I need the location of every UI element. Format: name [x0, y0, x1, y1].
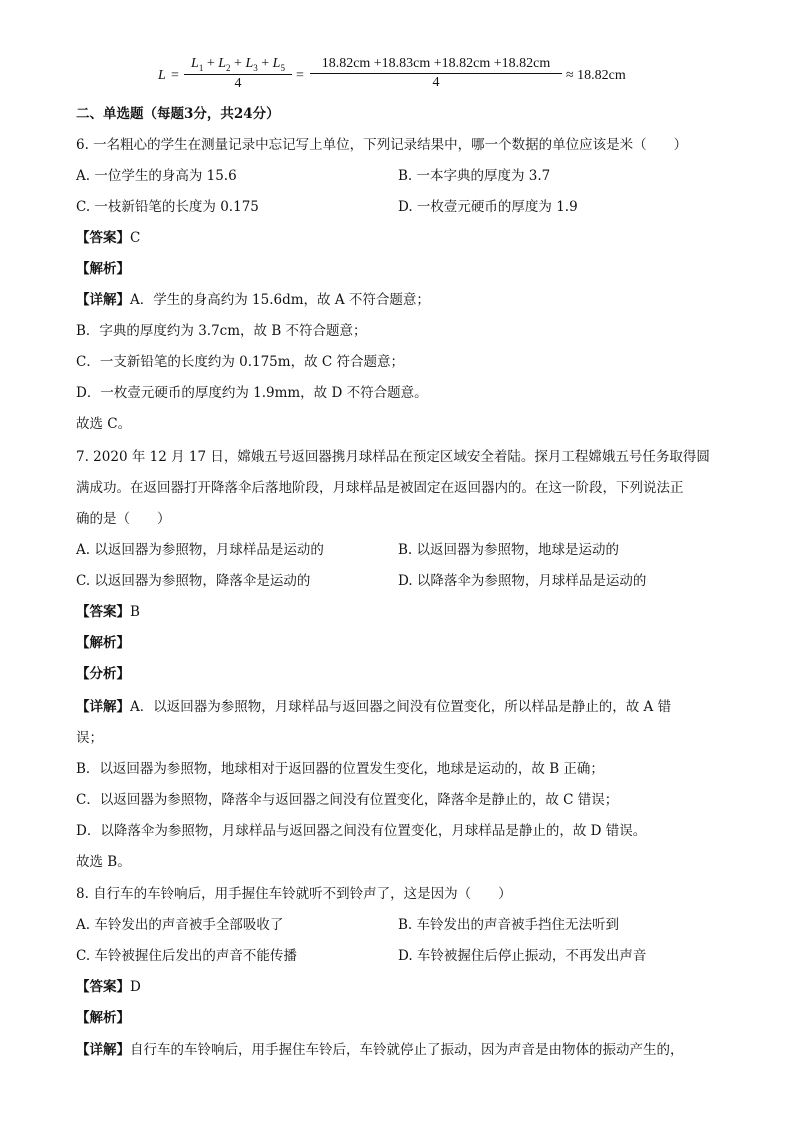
q7-detail-1a: 【详解】A．以返回器为参照物，月球样品与返回器之间没有位置变化，所以样品是静止的，故 A 错 [76, 699, 672, 715]
q7-fenxi-tag: 【分析】 [76, 666, 130, 682]
formula-fraction-symbolic [184, 56, 292, 92]
q6-detail-4: D．一枚壹元硬币的厚度约为 1.9mm，故 D 不符合题意。 [76, 385, 428, 401]
q6-option-d: D. 一枚壹元硬币的厚度为 1.9 [398, 199, 578, 215]
q7-option-b: B. 以返回器为参照物，地球是运动的 [398, 542, 620, 558]
q8-option-a: A. 车铃发出的声音被手全部吸收了 [76, 917, 284, 933]
q7-option-c: C. 以返回器为参照物，降落伞是运动的 [76, 573, 311, 589]
q8-option-c: C. 车铃被握住后发出的声音不能传播 [76, 948, 297, 964]
q7-detail-4: D．以降落伞为参照物，月球样品与返回器之间没有位置变化，月球样品是静止的，故 D 错误。 [76, 823, 647, 839]
q6-detail-3: C．一支新铅笔的长度约为 0.175m，故 C 符合题意； [76, 354, 404, 370]
q8-analysis-tag: 【解析】 [76, 1010, 130, 1026]
q8-option-d: D. 车铃被握住后停止振动，不再发出声音 [398, 948, 647, 964]
formula-approx-result: ≈ 18.82cm [566, 68, 626, 83]
q7-detail-2: B．以返回器为参照物，地球相对于返回器的位置发生变化，地球是运动的，故 B 正确； [76, 761, 604, 777]
q7-answer: 【答案】B [76, 604, 140, 620]
q6-analysis-tag: 【解析】 [76, 261, 130, 277]
q6-option-b: B. 一本字典的厚度为 3.7 [398, 168, 551, 184]
formula-fraction-numeric [310, 56, 562, 91]
average-formula [158, 56, 638, 100]
q7-detail-1b: 误； [76, 730, 103, 746]
formula-fraction-bar [184, 74, 292, 75]
formula-lhs: L [158, 68, 166, 83]
formula-fraction-bar-2 [310, 73, 562, 74]
q6-stem: 6. 一名粗心的学生在测量记录中忘记写上单位，下列记录结果中，哪一个数据的单位应该是米（ ） [76, 137, 688, 153]
q6-detail-1: 【详解】A．学生的身高约为 15.6dm，故 A 不符合题意； [76, 292, 430, 308]
formula-fraction-symbolic-denominator: 4 [234, 75, 242, 91]
q7-stem-line-2: 满成功。在返回器打开降落伞后落地阶段，月球样品是被固定在返回器内的。在这一阶段，下列说法正 [76, 480, 684, 496]
formula-fraction-numeric-denominator: 4 [432, 75, 440, 90]
q6-conclusion: 故选 C。 [76, 416, 132, 432]
q7-stem-line-3: 确的是（ ） [76, 511, 171, 527]
formula-fraction-symbolic-numerator: $L_1 + L_2 + L_3 + L_5$ [191, 56, 285, 73]
q8-option-b: B. 车铃发出的声音被手挡住无法听到 [398, 917, 620, 933]
formula-equals: = [171, 68, 179, 83]
section-heading: 二、单选题（每题3分，共24分） [76, 106, 280, 122]
q7-conclusion: 故选 B。 [76, 854, 131, 870]
q8-stem: 8. 自行车的车铃响后，用手握住车铃就听不到铃声了，这是因为（ ） [76, 886, 512, 902]
formula-fraction-numeric-numerator: 18.82cm +18.83cm +18.82cm +18.82cm [321, 56, 551, 71]
formula-equals-2: = [296, 68, 304, 83]
q6-detail-2: B．字典的厚度约为 3.7cm，故 B 不符合题意； [76, 323, 367, 339]
q7-option-a: A. 以返回器为参照物，月球样品是运动的 [76, 542, 324, 558]
q8-answer: 【答案】D [76, 979, 141, 995]
q7-stem-line-1: 7. 2020 年 12 月 17 日，嫦娥五号返回器携月球样品在预定区域安全着陆。探月工程嫦娥五号任务取得圆 [76, 449, 710, 465]
q8-detail-1: 【详解】自行车的车铃响后，用手握住车铃后，车铃就停止了振动，因为声音是由物体的振动产生的， [76, 1042, 684, 1058]
q7-detail-3: C．以返回器为参照物，降落伞与返回器之间没有位置变化，降落伞是静止的，故 C 错误； [76, 792, 619, 808]
q7-option-d: D. 以降落伞为参照物，月球样品是运动的 [398, 573, 647, 589]
q6-answer: 【答案】C [76, 230, 141, 246]
q6-option-a: A. 一位学生的身高为 15.6 [76, 168, 237, 184]
q7-analysis-tag: 【解析】 [76, 635, 130, 651]
q6-option-c: C. 一枝新铅笔的长度为 0.175 [76, 199, 259, 215]
